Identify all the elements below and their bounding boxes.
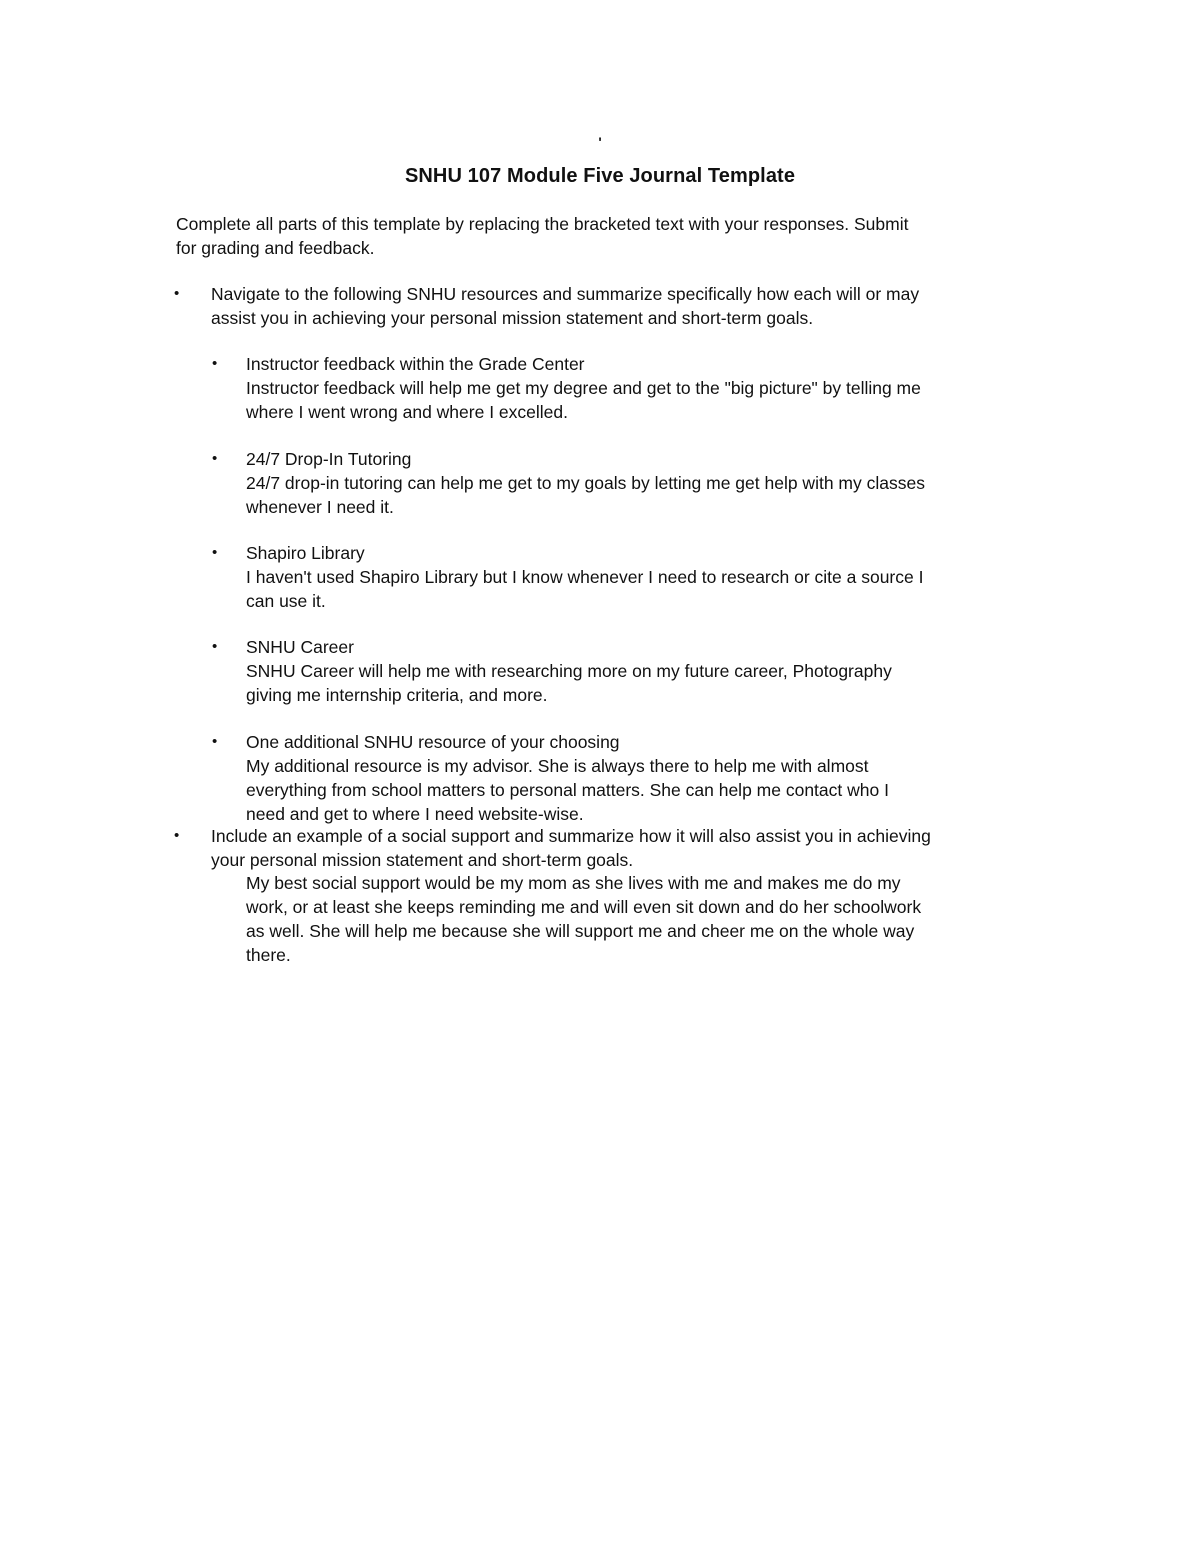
response-line: My best social support would be my mom as she lives with me and makes me do my	[246, 873, 901, 893]
bullet-icon: •	[212, 638, 218, 655]
list-item-navigate	[211, 282, 1031, 330]
bullet-icon: •	[174, 827, 180, 844]
list-item-resource	[246, 635, 1036, 707]
list-item-line: your personal mission statement and short-term goals.	[211, 850, 634, 870]
list-item-resource	[246, 447, 1036, 519]
social-support-response	[246, 871, 1036, 967]
response-line: there.	[246, 945, 291, 965]
intro-paragraph	[176, 212, 1026, 260]
list-item-social-support	[211, 824, 1031, 872]
resource-heading: 24/7 Drop-In Tutoring	[246, 449, 412, 469]
resource-response-line: need and get to where I need website-wise.	[246, 804, 584, 824]
response-line: work, or at least she keeps reminding me and will even sit down and do her schoolwork	[246, 897, 922, 917]
list-item-resource	[246, 541, 1036, 613]
header-mark: '	[598, 134, 602, 150]
bullet-icon: •	[212, 355, 218, 372]
bullet-icon: •	[174, 285, 180, 302]
bullet-icon: •	[212, 733, 218, 750]
resource-response-line: I haven't used Shapiro Library but I know whenever I need to research or cite a source I	[246, 567, 924, 587]
resource-response-line: giving me internship criteria, and more.	[246, 685, 548, 705]
resource-response-line: 24/7 drop-in tutoring can help me get to my goals by letting me get help with my classes	[246, 473, 925, 493]
intro-line: for grading and feedback.	[176, 238, 375, 258]
page-title: SNHU 107 Module Five Journal Template	[404, 165, 796, 187]
list-item-resource	[246, 730, 1036, 826]
resource-heading: Instructor feedback within the Grade Center	[246, 354, 585, 374]
resource-response-line: everything from school matters to personal matters. She can help me contact who I	[246, 780, 889, 800]
resource-response-line: whenever I need it.	[246, 497, 394, 517]
resource-response-line: where I went wrong and where I excelled.	[246, 402, 568, 422]
resource-response-line: SNHU Career will help me with researching more on my future career, Photography	[246, 661, 892, 681]
bullet-icon: •	[212, 544, 218, 561]
resource-heading: SNHU Career	[246, 637, 354, 657]
intro-line: Complete all parts of this template by replacing the bracketed text with your responses. Submit	[176, 214, 909, 234]
list-item-line: assist you in achieving your personal mission statement and short-term goals.	[211, 308, 814, 328]
resource-heading: One additional SNHU resource of your choosing	[246, 732, 620, 752]
response-line: as well. She will help me because she will support me and cheer me on the whole way	[246, 921, 915, 941]
list-item-resource	[246, 352, 1036, 424]
resource-response-line: My additional resource is my advisor. She is always there to help me with almost	[246, 756, 869, 776]
resource-heading: Shapiro Library	[246, 543, 365, 563]
resource-response-line: can use it.	[246, 591, 326, 611]
list-item-line: Include an example of a social support and summarize how it will also assist you in achieving	[211, 826, 931, 846]
list-item-line: Navigate to the following SNHU resources and summarize specifically how each will or may	[211, 284, 920, 304]
resource-response-line: Instructor feedback will help me get my degree and get to the "big picture" by telling me	[246, 378, 921, 398]
bullet-icon: •	[212, 450, 218, 467]
